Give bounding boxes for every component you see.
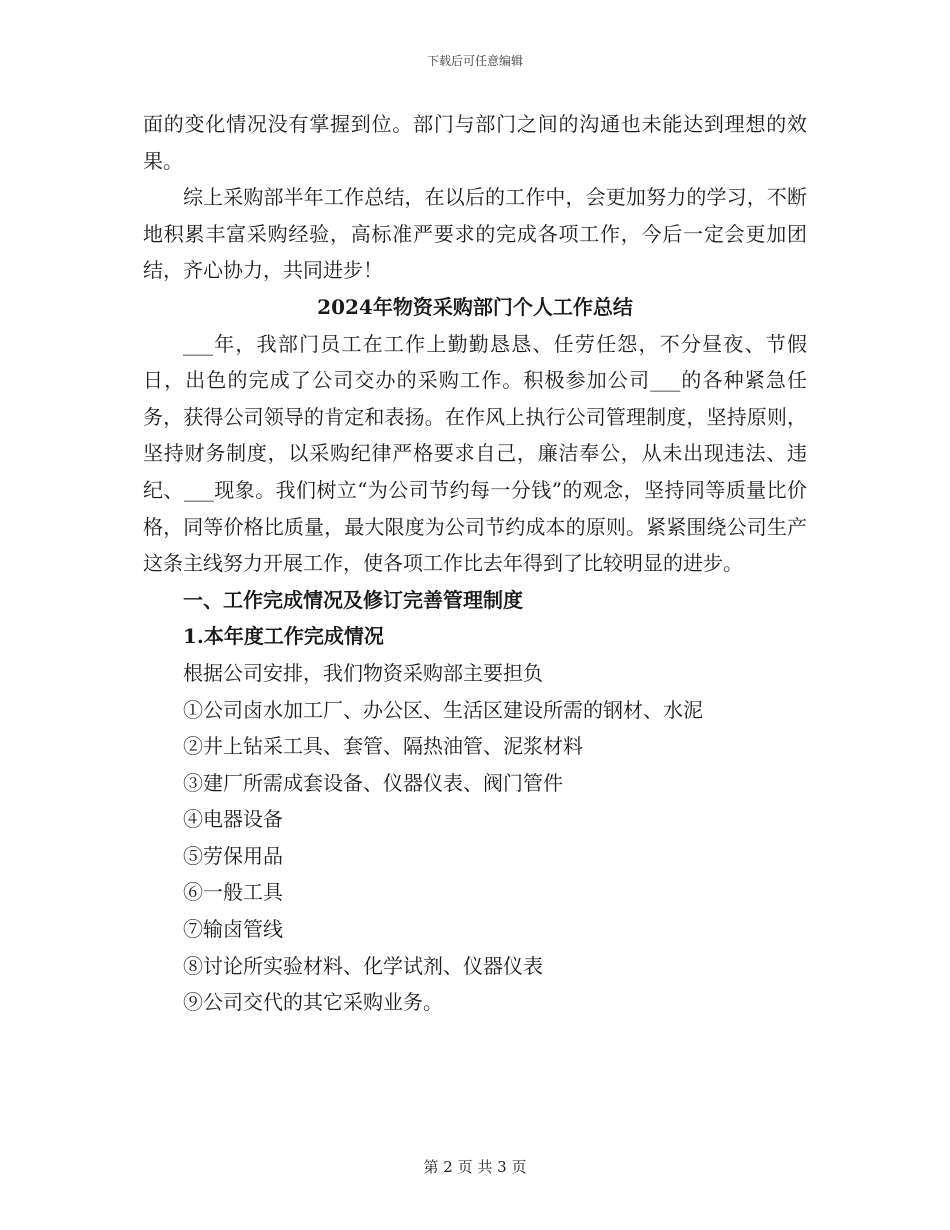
document-body (143, 106, 807, 1021)
paragraph-continued: 面的变化情况没有掌握到位。部门与部门之间的沟通也未能达到理想的效果。 (143, 112, 807, 173)
list-item: ⑦输卤管线 (183, 917, 283, 942)
list-item: ⑤劳保用品 (183, 843, 283, 868)
list-item: ⑥一般工具 (183, 880, 283, 905)
page-number: 第 2 页 共 3 页 (423, 1158, 527, 1176)
list-item: ②井上钻采工具、套管、隔热油管、泥浆材料 (183, 734, 583, 759)
paragraph-intro: ___年，我部门员工在工作上勤勤恳恳、任劳任怨，不分昼夜、节假日，出色的完成了公司交办的采购工作。积极参加公司___的各种紧急任务，获得公司领导的肯定和表扬。在作风上执行公司管理制度，坚持原则，坚持财务制度，以采购纪律严格要求自己，廉洁奉公，从未出现违法、违纪、___现象。我们树立“为公司节约每一分钱”的观念，坚持同等质量比价格，同等价格比质量，最大限度为公司节约成本的原则。紧紧围绕公司生产这条主线努力开展工作，使各项工作比去年得到了比较明显的进步。 (143, 331, 807, 576)
section-heading: 一、工作完成情况及修订完善管理制度 (183, 587, 523, 612)
list-item: ④电器设备 (183, 807, 283, 832)
document-title: 2024年物资采购部门个人工作总结 (317, 294, 633, 319)
paragraph-summary: 综上采购部半年工作总结，在以后的工作中，会更加努力的学习，不断地积累丰富采购经验，高标准严要求的完成各项工作，今后一定会更加团结，齐心协力，共同进步！ (143, 185, 807, 283)
list-item: ⑧讨论所实验材料、化学试剂、仪器仪表 (183, 953, 543, 978)
duty-list (143, 692, 807, 1021)
list-item: ①公司卤水加工厂、办公区、生活区建设所需的钢材、水泥 (183, 697, 703, 722)
header-note: 下载后可任意编辑 (426, 54, 523, 68)
list-item: ⑨公司交代的其它采购业务。 (183, 990, 443, 1015)
list-item: ③建厂所需成套设备、仪器仪表、阀门管件 (183, 770, 563, 795)
subsection-heading: 1.本年度工作完成情况 (183, 624, 384, 649)
paragraph-duties: 根据公司安排，我们物资采购部主要担负 (183, 660, 543, 685)
